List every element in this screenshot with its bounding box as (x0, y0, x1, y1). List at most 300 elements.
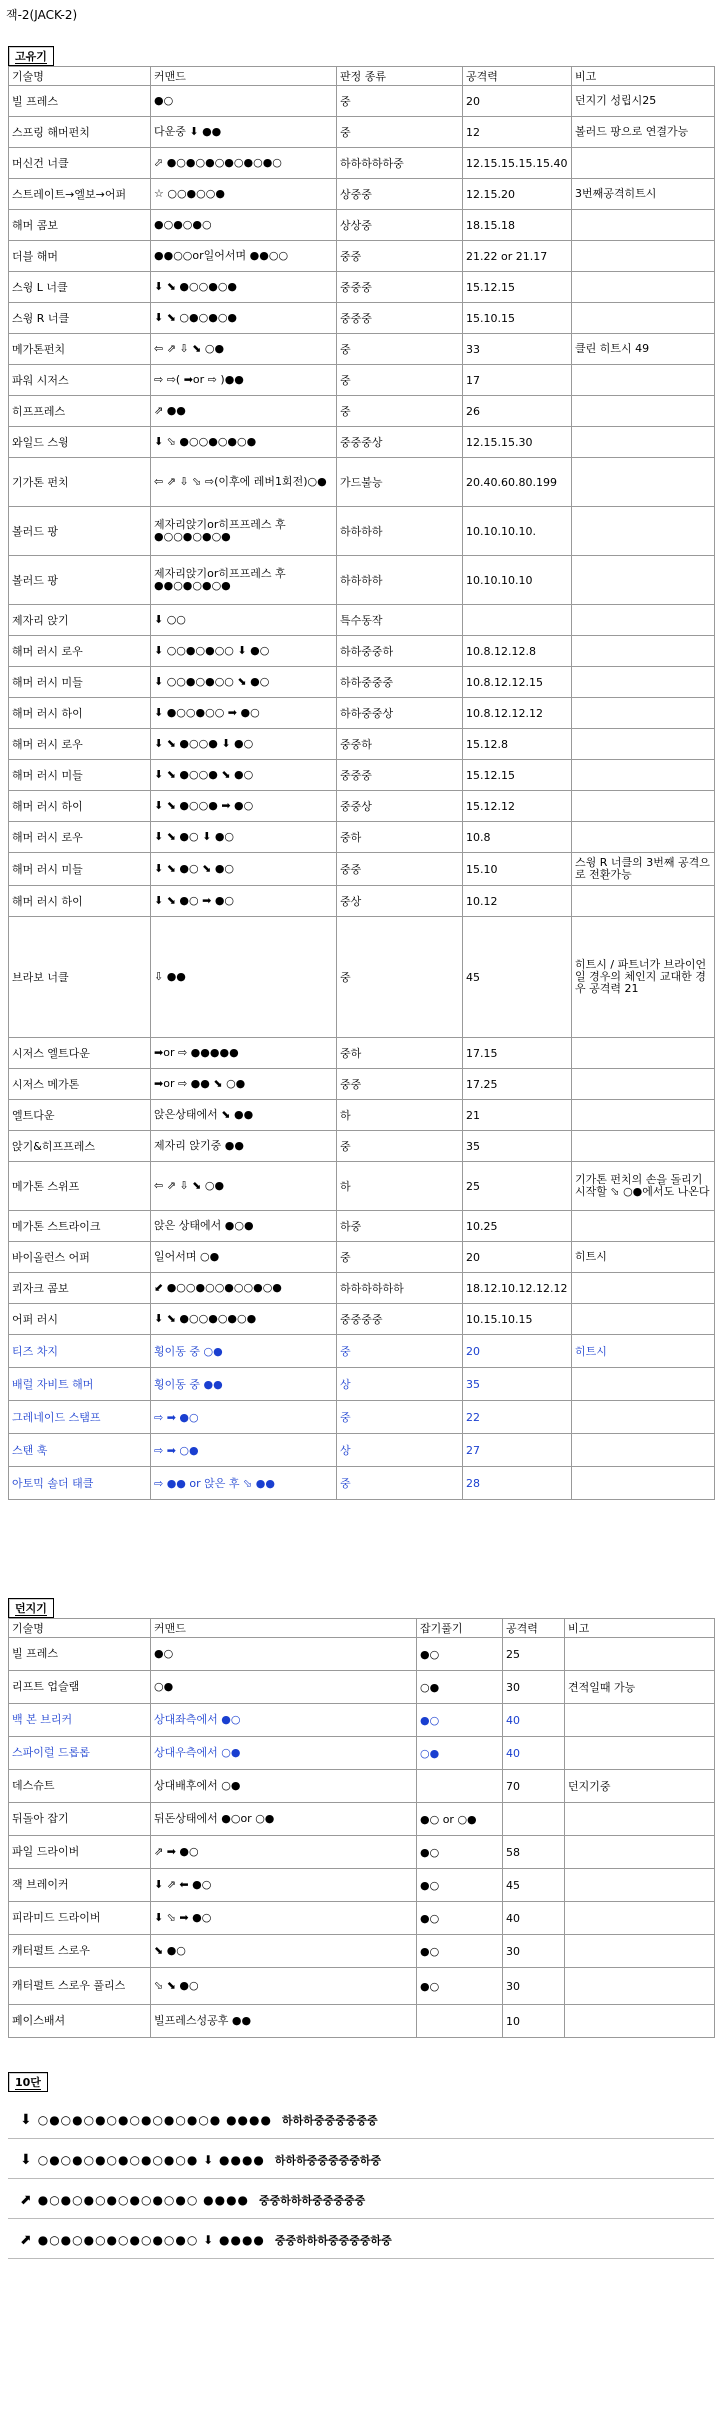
note (572, 396, 715, 427)
judgement: 중중중 (337, 303, 463, 334)
break: ●○ or ○● (417, 1803, 503, 1836)
move-name: 해머 러시 하이 (9, 791, 151, 822)
table-row (9, 179, 715, 210)
move-name: 해머 러시 로우 (9, 636, 151, 667)
damage: 22 (463, 1401, 572, 1434)
table-header-row (9, 67, 715, 86)
damage: 10.10.10.10 (463, 556, 572, 605)
table-row (9, 1770, 715, 1803)
judgement: 하 (337, 1100, 463, 1131)
move-name: 브라보 너클 (9, 917, 151, 1038)
combo-judgement: 중중하하하중중중중중 (259, 2194, 366, 2207)
damage: 25 (503, 1638, 565, 1671)
note (572, 148, 715, 179)
move-name: 해머 러시 미들 (9, 853, 151, 886)
break (417, 2005, 503, 2038)
table-row (9, 507, 715, 556)
damage: 15.12.12 (463, 791, 572, 822)
note (572, 507, 715, 556)
damage: 10.8.12.12.15 (463, 667, 572, 698)
table-row (9, 1467, 715, 1500)
note: 스윙 R 너클의 3번째 공격으로 전환가능 (572, 853, 715, 886)
command: ⬇ ⬊ ●○ ⬇ ●○ (151, 822, 337, 853)
command: 제자리앉기or히프프레스 후 ●○○●○●○● (151, 507, 337, 556)
judgement: 하하중중중 (337, 667, 463, 698)
damage: 10.8.12.12.12 (463, 698, 572, 729)
judgement: 중 (337, 1131, 463, 1162)
judgement: 중하 (337, 1038, 463, 1069)
table-row (9, 853, 715, 886)
note (565, 1803, 715, 1836)
combo-buttons: ○●○●○●○●○●○●○●○● ●●●● (37, 2113, 272, 2127)
page-title: 잭-2(JACK-2) (6, 8, 78, 22)
damage: 45 (463, 917, 572, 1038)
note (572, 698, 715, 729)
table-row (9, 1038, 715, 1069)
damage: 30 (503, 1935, 565, 1968)
combo-judgement: 하하하중중중중중하중 (274, 2154, 382, 2167)
move-name: 해머 러시 미들 (9, 667, 151, 698)
command: ⬇ ⬊ ●○○● ⬇ ●○ (151, 729, 337, 760)
break: ●○ (417, 1968, 503, 2005)
note (572, 605, 715, 636)
table-row (9, 1131, 715, 1162)
command: 일어서며 ○● (151, 1242, 337, 1273)
table-row (9, 458, 715, 507)
note (572, 1273, 715, 1304)
judgement: 중중중 (337, 272, 463, 303)
table-row (9, 729, 715, 760)
command: ⬇ ⬂ ➡ ●○ (151, 1902, 417, 1935)
judgement: 상중중 (337, 179, 463, 210)
command: 앉은상태에서 ⬊ ●● (151, 1100, 337, 1131)
move-name: 해머 러시 로우 (9, 729, 151, 760)
command: 뒤돈상태에서 ●○or ○● (151, 1803, 417, 1836)
command: 상대배후에서 ○● (151, 1770, 417, 1803)
move-name: 파일 드라이버 (9, 1836, 151, 1869)
judgement: 상 (337, 1434, 463, 1467)
basic-moves-table (8, 66, 715, 1500)
table-row (9, 886, 715, 917)
move-name: 히프프레스 (9, 396, 151, 427)
damage: 12 (463, 117, 572, 148)
damage: 58 (503, 1836, 565, 1869)
command: 횡이동 중 ●● (151, 1368, 337, 1401)
move-name: 피라미드 드라이버 (9, 1902, 151, 1935)
break: ●○ (417, 1869, 503, 1902)
judgement: 상 (337, 1368, 463, 1401)
move-name: 해머 러시 하이 (9, 886, 151, 917)
move-name: 기가톤 펀치 (9, 458, 151, 507)
damage: 15.12.8 (463, 729, 572, 760)
command: ⇗ ➡ ●○ (151, 1836, 417, 1869)
table-row (9, 1162, 715, 1211)
note (572, 241, 715, 272)
table-header-row (9, 1619, 715, 1638)
break: ●○ (417, 1935, 503, 1968)
note (572, 303, 715, 334)
move-name: 볼러드 팡 (9, 507, 151, 556)
combo-buttons: ●○●○●○●○●○●○●○ ⬇ ●●●● (37, 2233, 265, 2247)
command: 제자리 앉기중 ●● (151, 1131, 337, 1162)
damage: 70 (503, 1770, 565, 1803)
command: 상대좌측에서 ●○ (151, 1704, 417, 1737)
divider (8, 2178, 714, 2179)
table-row (9, 1304, 715, 1335)
judgement: 하하하하하하 (337, 1273, 463, 1304)
command: ⇦ ⇗ ⇩ ⬊ ○● (151, 1162, 337, 1211)
note (572, 1131, 715, 1162)
damage: 12.15.15.30 (463, 427, 572, 458)
move-name: 바이올런스 어퍼 (9, 1242, 151, 1273)
table-row (9, 427, 715, 458)
move-name: 잭 브레이커 (9, 1869, 151, 1902)
table-row (9, 698, 715, 729)
damage: 20 (463, 1335, 572, 1368)
note (572, 556, 715, 605)
table-row (9, 636, 715, 667)
table-row (9, 556, 715, 605)
command: ➡or ⇨ ●● ⬊ ○● (151, 1069, 337, 1100)
column-header: 커맨드 (151, 67, 337, 86)
divider (8, 2258, 714, 2259)
move-name: 스윙 R 너클 (9, 303, 151, 334)
command: ⇩ ●● (151, 917, 337, 1038)
command: ⬇ ⬊ ●○ ⬊ ●○ (151, 853, 337, 886)
table-row (9, 334, 715, 365)
column-header: 비고 (565, 1619, 715, 1638)
command: ●○ (151, 86, 337, 117)
damage: 10.15.10.15 (463, 1304, 572, 1335)
table-row (9, 1704, 715, 1737)
damage: 25 (463, 1162, 572, 1211)
move-name: 머신건 너클 (9, 148, 151, 179)
column-header: 잡기풀기 (417, 1619, 503, 1638)
table-row (9, 1737, 715, 1770)
command: ⇨ ⇨( ➡or ⇨ )●● (151, 365, 337, 396)
table-row (9, 1836, 715, 1869)
note (565, 1737, 715, 1770)
move-name: 뒤돌아 잡기 (9, 1803, 151, 1836)
combo-buttons: ○●○●○●○●○●○●○● ⬇ ●●●● (37, 2153, 265, 2167)
combo-judgement: 중중하하하중중중중하중 (274, 2234, 392, 2247)
break: ●○ (417, 1836, 503, 1869)
damage (463, 605, 572, 636)
command: ☆ ○○●○○● (151, 179, 337, 210)
table-row (9, 303, 715, 334)
combo-buttons: ●○●○●○●○●○●○●○ ●●●● (37, 2193, 250, 2207)
command: ⬇ ⬊ ●○ ➡ ●○ (151, 886, 337, 917)
move-name: 시저스 메가톤 (9, 1069, 151, 1100)
command: 횡이동 중 ○● (151, 1335, 337, 1368)
note (572, 1069, 715, 1100)
judgement: 하 (337, 1162, 463, 1211)
command: ●○●○●○ (151, 210, 337, 241)
move-name: 와일드 스윙 (9, 427, 151, 458)
move-name: 빌 프레스 (9, 86, 151, 117)
move-name: 리프트 업슬램 (9, 1671, 151, 1704)
note (572, 791, 715, 822)
move-name: 아토믹 솔더 태클 (9, 1467, 151, 1500)
judgement: 중 (337, 334, 463, 365)
damage: 28 (463, 1467, 572, 1500)
table-row (9, 1100, 715, 1131)
break: ○● (417, 1671, 503, 1704)
judgement: 중 (337, 86, 463, 117)
judgement: 중 (337, 365, 463, 396)
note (565, 1836, 715, 1869)
note (565, 1638, 715, 1671)
column-header: 판정 종류 (337, 67, 463, 86)
column-header: 공격력 (463, 67, 572, 86)
damage: 10.12 (463, 886, 572, 917)
move-name: 더블 해머 (9, 241, 151, 272)
command: 다운중 ⬇ ●● (151, 117, 337, 148)
note (572, 1100, 715, 1131)
table-row (9, 1935, 715, 1968)
note (572, 272, 715, 303)
table-row (9, 1401, 715, 1434)
break: ●○ (417, 1638, 503, 1671)
note (572, 822, 715, 853)
move-name: 데스슈트 (9, 1770, 151, 1803)
judgement: 중상 (337, 886, 463, 917)
note (572, 1304, 715, 1335)
judgement: 중중하 (337, 729, 463, 760)
command: ⇨ ➡ ○● (151, 1434, 337, 1467)
note (565, 2005, 715, 2038)
note (572, 1467, 715, 1500)
table-row (9, 1803, 715, 1836)
column-header: 비고 (572, 67, 715, 86)
damage: 45 (503, 1869, 565, 1902)
table-row (9, 1638, 715, 1671)
table-row (9, 272, 715, 303)
note (572, 1211, 715, 1242)
move-name: 해머 러시 미들 (9, 760, 151, 791)
damage: 10 (503, 2005, 565, 2038)
judgement: 상상중 (337, 210, 463, 241)
damage: 10.25 (463, 1211, 572, 1242)
move-name: 티즈 차지 (9, 1335, 151, 1368)
note: 3번째공격히트시 (572, 179, 715, 210)
note (572, 729, 715, 760)
table-row (9, 1242, 715, 1273)
judgement: 특수동작 (337, 605, 463, 636)
move-name: 스프링 해머펀치 (9, 117, 151, 148)
combo-judgement: 하하하중중중중중중 (281, 2114, 378, 2127)
table-row (9, 791, 715, 822)
judgement: 하하하하 (337, 507, 463, 556)
throw-moves-table (8, 1618, 715, 2038)
table-row (9, 148, 715, 179)
table-row (9, 760, 715, 791)
table-row (9, 1211, 715, 1242)
table-row (9, 241, 715, 272)
move-name: 앉기&히프프레스 (9, 1131, 151, 1162)
judgement: 중 (337, 1242, 463, 1273)
judgement: 중 (337, 396, 463, 427)
damage: 15.12.15 (463, 272, 572, 303)
command: ⇦ ⇗ ⇩ ⬊ ○● (151, 334, 337, 365)
move-name: 스파이럴 드롭롭 (9, 1737, 151, 1770)
command: ⬊ ●○ (151, 1935, 417, 1968)
note: 기가톤 펀치의 손을 돌리기 시작할 ⬂ ○●에서도 나온다 (572, 1162, 715, 1211)
damage: 40 (503, 1737, 565, 1770)
note (572, 886, 715, 917)
command: 상대우측에서 ○● (151, 1737, 417, 1770)
note (572, 1368, 715, 1401)
move-name: 캐터펄트 스로우 풀리스 (9, 1968, 151, 2005)
table-row (9, 1335, 715, 1368)
table-row (9, 917, 715, 1038)
judgement: 중 (337, 1467, 463, 1500)
move-name: 스트레이트→엘보→어퍼 (9, 179, 151, 210)
command: ○● (151, 1671, 417, 1704)
move-name: 스윙 L 너클 (9, 272, 151, 303)
break: ●○ (417, 1902, 503, 1935)
judgement: 중 (337, 1335, 463, 1368)
table-row (9, 1273, 715, 1304)
table-row (9, 1069, 715, 1100)
arrow-icon: ⬇ (20, 2152, 32, 2168)
note (572, 458, 715, 507)
command: ⬇ ○○ (151, 605, 337, 636)
note: 던지기 성립시25 (572, 86, 715, 117)
judgement: 중중중 (337, 760, 463, 791)
move-name: 페이스배셔 (9, 2005, 151, 2038)
column-header: 커맨드 (151, 1619, 417, 1638)
note (565, 1935, 715, 1968)
command: ⬇ ⬂ ●○○●○●○● (151, 427, 337, 458)
table-row (9, 1902, 715, 1935)
table-row (9, 1434, 715, 1467)
damage: 12.15.15.15.15.40 (463, 148, 572, 179)
judgement: 중중상 (337, 791, 463, 822)
judgement: 중하 (337, 822, 463, 853)
table-row (9, 117, 715, 148)
judgement: 중중 (337, 241, 463, 272)
column-header: 기술명 (9, 1619, 151, 1638)
column-header: 기술명 (9, 67, 151, 86)
move-name: 해머 러시 하이 (9, 698, 151, 729)
divider (8, 2138, 714, 2139)
note: 견적일때 가능 (565, 1671, 715, 1704)
note (572, 1434, 715, 1467)
damage: 18.12.10.12.12.12 (463, 1273, 572, 1304)
move-name: 배럴 자비트 해머 (9, 1368, 151, 1401)
command: ⬇ ⬊ ●○○●○● (151, 272, 337, 303)
move-name: 어퍼 러시 (9, 1304, 151, 1335)
command: ⬋ ●○○●○○●○○●○● (151, 1273, 337, 1304)
move-name: 메가톤펀치 (9, 334, 151, 365)
table-row (9, 1968, 715, 2005)
column-header: 공격력 (503, 1619, 565, 1638)
note (565, 1902, 715, 1935)
damage: 35 (463, 1368, 572, 1401)
break: ○● (417, 1737, 503, 1770)
command: ⬀ ●○●○●○●○●○●○ (151, 148, 337, 179)
command: ⬇ ●○○●○○ ➡ ●○ (151, 698, 337, 729)
damage: 35 (463, 1131, 572, 1162)
damage: 20 (463, 1242, 572, 1273)
move-name: 그레네이드 스탬프 (9, 1401, 151, 1434)
note (572, 1401, 715, 1434)
damage: 15.10 (463, 853, 572, 886)
damage: 15.10.15 (463, 303, 572, 334)
judgement: 중중중상 (337, 427, 463, 458)
table-row (9, 667, 715, 698)
damage: 20 (463, 86, 572, 117)
judgement: 중중중중 (337, 1304, 463, 1335)
damage: 30 (503, 1671, 565, 1704)
command: ⬇ ○○●○●○○ ⬇ ●○ (151, 636, 337, 667)
move-name: 캐터펄트 스로우 (9, 1935, 151, 1968)
note (572, 667, 715, 698)
damage: 17.15 (463, 1038, 572, 1069)
note (572, 1038, 715, 1069)
combo-line (20, 2112, 378, 2128)
command: ⬇ ⬊ ○●○●○● (151, 303, 337, 334)
break: ●○ (417, 1704, 503, 1737)
damage: 10.8 (463, 822, 572, 853)
move-name: 백 본 브리커 (9, 1704, 151, 1737)
divider (8, 2218, 714, 2219)
judgement: 중 (337, 117, 463, 148)
damage: 17.25 (463, 1069, 572, 1100)
damage: 10.10.10.10. (463, 507, 572, 556)
command: ●○ (151, 1638, 417, 1671)
section-tenhit-label: 10단 (8, 2072, 48, 2092)
note (572, 427, 715, 458)
command: ⬇ ○○●○●○○ ⬊ ●○ (151, 667, 337, 698)
judgement: 하하하하하중 (337, 148, 463, 179)
table-row (9, 396, 715, 427)
command: ➡or ⇨ ●●●●● (151, 1038, 337, 1069)
damage: 15.12.15 (463, 760, 572, 791)
note: 볼러드 팡으로 연결가능 (572, 117, 715, 148)
damage: 21 (463, 1100, 572, 1131)
move-name: 메가톤 스위프 (9, 1162, 151, 1211)
judgement: 중중 (337, 853, 463, 886)
table-row (9, 605, 715, 636)
combo-line (20, 2152, 381, 2168)
command: ⬂ ⬊ ●○ (151, 1968, 417, 2005)
note (565, 1968, 715, 2005)
arrow-icon: ⬇ (20, 2112, 32, 2128)
command: ⬇ ⇗ ⬅ ●○ (151, 1869, 417, 1902)
table-row (9, 210, 715, 241)
damage (503, 1803, 565, 1836)
note (572, 636, 715, 667)
command: ●●○○or일어서며 ●●○○ (151, 241, 337, 272)
move-name: 볼러드 팡 (9, 556, 151, 605)
command: ⬇ ⬊ ●○○● ⬊ ●○ (151, 760, 337, 791)
move-name: 빌 프레스 (9, 1638, 151, 1671)
command: ⬇ ⬊ ●○○●○●○● (151, 1304, 337, 1335)
move-name: 엘트다운 (9, 1100, 151, 1131)
damage: 21.22 or 21.17 (463, 241, 572, 272)
note: 히트시 (572, 1335, 715, 1368)
damage: 10.8.12.12.8 (463, 636, 572, 667)
command: 앉은 상태에서 ●○● (151, 1211, 337, 1242)
move-name: 해머 러시 로우 (9, 822, 151, 853)
damage: 17 (463, 365, 572, 396)
judgement: 중중 (337, 1069, 463, 1100)
combo-line (20, 2232, 392, 2248)
move-name: 스탠 훅 (9, 1434, 151, 1467)
judgement: 하하하하 (337, 556, 463, 605)
